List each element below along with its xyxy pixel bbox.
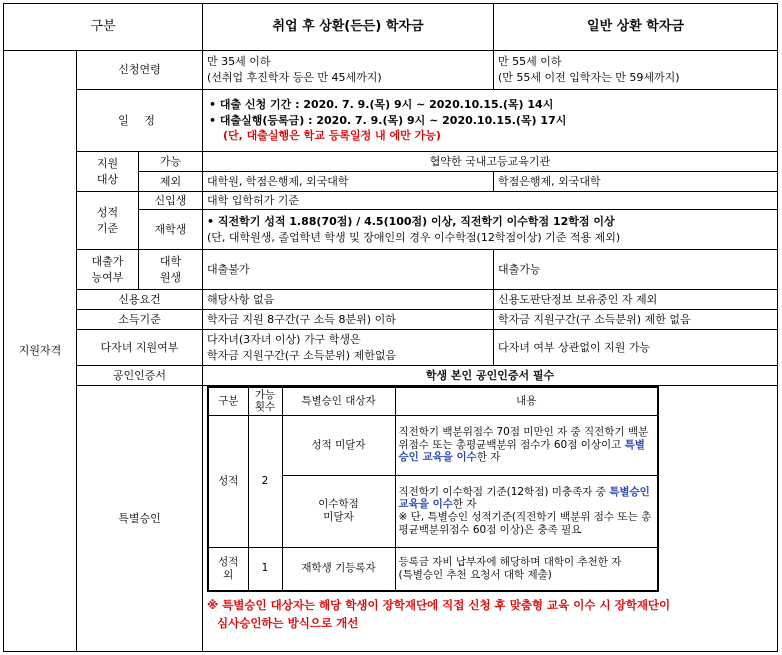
row-label-grade: 성적 기준 xyxy=(77,192,139,250)
loan-comparison-table xyxy=(3,3,778,652)
special-approval-note: ※ 특별승인 대상자는 해당 학생이 장학재단에 직접 신청 후 맞춤형 교육 이수 시 장학재단이 심사승인하는 방식으로 개선 xyxy=(207,598,671,631)
row-label-credit: 신용요건 xyxy=(77,290,203,310)
row-label-multi-child: 다자녀 지원여부 xyxy=(77,330,203,366)
row-label-income: 소득기준 xyxy=(77,310,203,330)
target-excluded-post-employment: 대학원, 학점은행제, 외국대학 xyxy=(203,172,494,192)
schedule-note: (단, 대출실행은 학교 등록일정 내 에만 가능) xyxy=(223,129,441,143)
grade-freshman-label: 신입생 xyxy=(139,192,203,210)
grade-freshman-value: 대학 입학허가 기준 xyxy=(203,192,778,210)
row-label-target: 지원 대상 xyxy=(77,152,139,192)
grade-enrolled-label: 재학생 xyxy=(139,210,203,250)
target-excluded-general: 학점은행제, 외국대학 xyxy=(494,172,778,192)
multi-child-post-employment: 다자녀(3자녀 이상) 가구 학생은 학자금 지원구간(구 소득분위) 제한없음 xyxy=(203,330,494,366)
side-label-qualification: 지원자격 xyxy=(4,51,77,652)
special-approval-content xyxy=(203,386,778,652)
age-general: 만 55세 이하 (만 55세 이전 입학자는 만 59세까지) xyxy=(494,51,778,90)
grade-enrolled-line2: (단, 대학원생, 졸업학년 학생 및 장애인의 경우 이수학점(12학점이상) 기준 적용 제외) xyxy=(207,230,621,244)
grade-enrolled-line1: • 직전학기 성적 1.88(70점) / 4.5(100점) 이상, 직전학기 이수학점 12학점 이상 xyxy=(207,214,615,228)
inner-other-count: 1 xyxy=(248,547,282,591)
inner-grade-type: 성적 xyxy=(208,415,248,547)
special-approval-table xyxy=(207,386,659,592)
inner-r1-content: 직전학기 백분위점수 70점 미만인 자 중 직전학기 백분위점수 또는 총평균백분위 점수가 60점 이상이고 특별승인 교육을 이수한 자 xyxy=(395,415,658,475)
row-label-schedule: 일 정 xyxy=(77,90,203,152)
certificate-value: 학생 본인 공인인증서 필수 xyxy=(203,366,778,386)
income-general: 학자금 지원구간(구 소득분위) 제한 없음 xyxy=(494,310,778,330)
header-post-employment-loan: 취업 후 상환(든든) 학자금 xyxy=(203,4,494,51)
inner-r2-content: 직전학기 이수학점 기준(12학점) 미충족자 중 특별승인 교육을 이수한 자 ※ 단, 특별승인 성적기준(직전학기 백분위 점수 또는 총평균백분위점수 60점 이상)은 충족 필요 xyxy=(395,475,658,547)
schedule-line1: • 대출 신청 기간 : 2020. 7. 9.(목) 9시 ~ 2020.10.15.(목) 14시 xyxy=(209,97,554,111)
grade-enrolled-value xyxy=(203,210,778,250)
row-label-age: 신청연령 xyxy=(77,51,203,90)
inner-grade-count: 2 xyxy=(248,415,282,547)
multi-child-general: 다자녀 여부 상관없이 지원 가능 xyxy=(494,330,778,366)
inner-header-count: 가능 횟수 xyxy=(248,387,282,415)
inner-r3-target: 재학생 기등록자 xyxy=(282,547,395,591)
credit-general: 신용도판단정보 보유중인 자 제외 xyxy=(494,290,778,310)
schedule-content xyxy=(203,90,778,152)
row-label-special-approval: 특별승인 xyxy=(77,386,203,652)
inner-header-type: 구분 xyxy=(208,387,248,415)
credit-post-employment: 해당사항 없음 xyxy=(203,290,494,310)
row-label-certificate: 공인인증서 xyxy=(77,366,203,386)
inner-r3-content: 등록금 자비 납부자에 해당하며 대학이 추천한 자 (특별승인 추천 요청서 대학 제출) xyxy=(395,547,658,591)
header-general-loan: 일반 상환 학자금 xyxy=(494,4,778,51)
age-post-employment: 만 35세 이하 (선취업 후진학자 등은 만 45세까지) xyxy=(203,51,494,90)
loan-graduate-label: 대학 원생 xyxy=(139,250,203,290)
loan-post-employment: 대출불가 xyxy=(203,250,494,290)
target-excluded-label: 제외 xyxy=(139,172,203,192)
inner-r1-target: 성적 미달자 xyxy=(282,415,395,475)
income-post-employment: 학자금 지원 8구간(구 소득 8분위) 이하 xyxy=(203,310,494,330)
inner-header-target: 특별승인 대상자 xyxy=(282,387,395,415)
inner-header-content: 내용 xyxy=(395,387,658,415)
inner-r2-target: 이수학점 미달자 xyxy=(282,475,395,547)
loan-general: 대출가능 xyxy=(494,250,778,290)
target-allowed-label: 가능 xyxy=(139,152,203,172)
schedule-line2: • 대출실행(등록금) : 2020. 7. 9.(목) 9시 ~ 2020.10.15.(목) 17시 xyxy=(209,113,567,127)
target-allowed-value: 협약한 국내고등교육기관 xyxy=(203,152,778,172)
inner-other-type: 성적 외 xyxy=(208,547,248,591)
row-label-loan-availability: 대출가 능여부 xyxy=(77,250,139,290)
header-category: 구분 xyxy=(4,4,203,51)
